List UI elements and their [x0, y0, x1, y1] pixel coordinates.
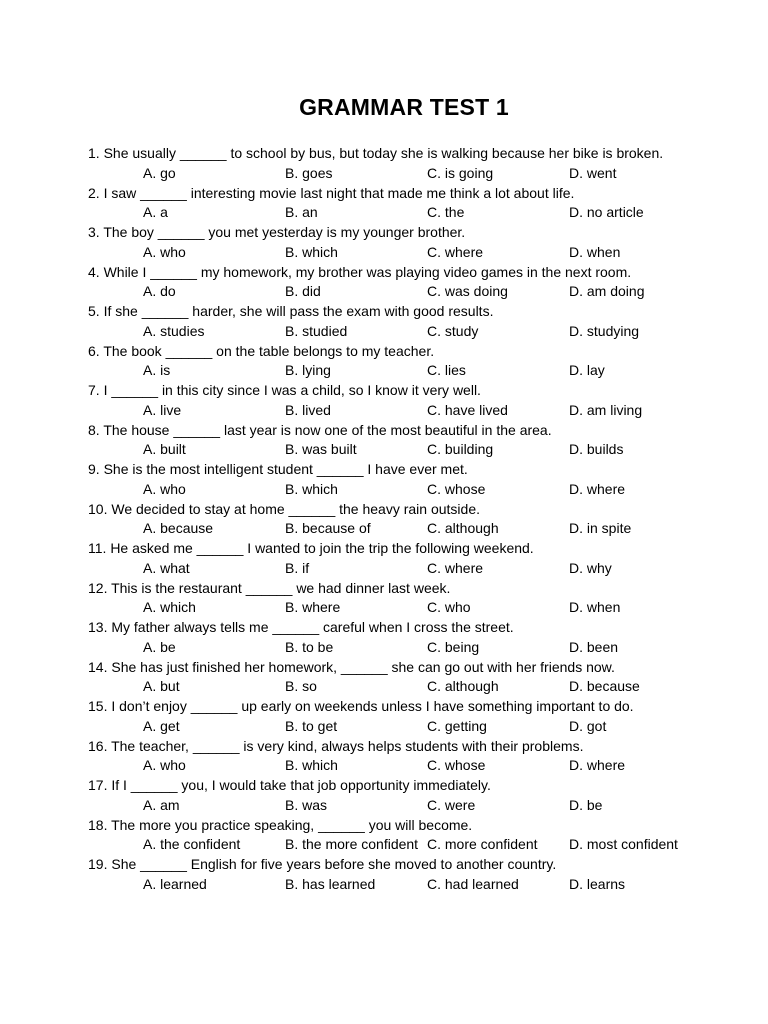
- question-item: [88, 579, 748, 619]
- answer-options: [88, 638, 748, 658]
- answer-option-d: D. am doing: [569, 283, 645, 300]
- answer-option-b: B. because of: [285, 520, 371, 537]
- answer-options: [88, 322, 748, 342]
- answer-options: [88, 559, 748, 579]
- answer-option-c: C. the: [427, 204, 465, 221]
- answer-option-a: A. built: [143, 441, 186, 458]
- answer-option-b: B. which: [285, 757, 338, 774]
- answer-option-a: A. learned: [143, 875, 207, 892]
- answer-option-d: D. went: [569, 164, 617, 181]
- question-stem: 19. She ______ English for five years before she moved to another country.: [88, 856, 557, 872]
- answer-options: [88, 835, 748, 855]
- answer-option-c: C. although: [427, 678, 499, 695]
- answer-option-a: A. the confident: [143, 836, 241, 853]
- question-stem: 7. I ______ in this city since I was a child, so I know it very well.: [88, 382, 481, 398]
- question-stem: 9. She is the most intelligent student ______ I have ever met.: [88, 461, 468, 477]
- answer-option-d: D. because: [569, 678, 640, 695]
- question-stem: 10. We decided to stay at home ______ the heavy rain outside.: [88, 500, 480, 517]
- answer-option-c: C. whose: [427, 480, 486, 497]
- question-stem: 5. If she ______ harder, she will pass the exam with good results.: [88, 303, 494, 319]
- answer-option-d: D. where: [569, 480, 626, 497]
- answer-option-d: D. in spite: [569, 520, 632, 537]
- answer-options: [88, 480, 748, 500]
- answer-option-a: A. am: [143, 796, 180, 813]
- answer-option-d: D. builds: [569, 441, 624, 458]
- answer-option-a: A. because: [143, 520, 214, 537]
- question-stem: 4. While I ______ my homework, my brother was playing video games in the next room.: [88, 263, 632, 280]
- answer-options: [88, 519, 748, 539]
- answer-option-a: A. is: [143, 362, 171, 379]
- answer-option-a: A. who: [143, 480, 186, 497]
- question-item: [88, 421, 748, 461]
- answer-option-b: B. was built: [285, 441, 357, 458]
- question-item: [88, 816, 748, 856]
- question-item: [88, 263, 748, 303]
- answer-option-b: B. has learned: [285, 875, 376, 892]
- answer-option-a: A. do: [143, 283, 176, 300]
- answer-option-d: D. when: [569, 599, 621, 616]
- answer-option-c: C. being: [427, 638, 480, 655]
- question-item: [88, 658, 748, 698]
- question-item: [88, 144, 748, 184]
- answer-option-d: D. where: [569, 757, 626, 774]
- answer-options: [88, 164, 748, 184]
- answer-option-d: D. studying: [569, 322, 640, 339]
- answer-option-a: A. studies: [143, 322, 205, 339]
- answer-option-c: C. more confident: [427, 836, 538, 853]
- question-item: [88, 737, 748, 777]
- answer-option-a: A. but: [143, 678, 180, 695]
- question-stem: 13. My father always tells me ______ careful when I cross the street.: [88, 619, 514, 635]
- answer-option-b: B. studied: [285, 322, 348, 339]
- answer-option-c: C. where: [427, 559, 484, 576]
- answer-option-b: B. was: [285, 796, 328, 813]
- answer-option-b: B. if: [285, 559, 310, 576]
- question-item: [88, 697, 748, 737]
- answer-option-b: B. did: [285, 283, 321, 300]
- answer-option-b: B. goes: [285, 164, 333, 181]
- answer-option-c: C. were: [427, 796, 476, 813]
- answer-option-b: B. to get: [285, 717, 338, 734]
- answer-option-b: B. the more confident: [285, 836, 419, 853]
- answer-option-c: C. building: [427, 441, 494, 458]
- answer-option-a: A. which: [143, 599, 196, 616]
- answer-option-b: B. so: [285, 678, 317, 695]
- question-item: [88, 223, 748, 263]
- answer-option-b: B. lived: [285, 401, 331, 418]
- answer-options: [88, 243, 748, 263]
- answer-option-d: D. lay: [569, 362, 605, 379]
- answer-option-d: D. learns: [569, 875, 626, 892]
- question-item: [88, 776, 748, 816]
- answer-option-a: A. who: [143, 757, 186, 774]
- question-stem: 2. I saw ______ interesting movie last night that made me think a lot about life.: [88, 184, 575, 201]
- answer-option-a: A. a: [143, 204, 168, 221]
- answer-option-c: C. is going: [427, 164, 494, 181]
- answer-option-a: A. who: [143, 243, 186, 260]
- question-item: [88, 500, 748, 540]
- answer-option-a: A. be: [143, 638, 176, 655]
- question-stem: 15. I don’t enjoy ______ up early on weekends unless I have something important to do.: [88, 698, 634, 714]
- answer-options: [88, 440, 748, 460]
- question-item: [88, 184, 748, 224]
- answer-option-c: C. whose: [427, 757, 486, 774]
- answer-options: [88, 203, 748, 223]
- answer-option-d: D. been: [569, 638, 619, 655]
- answer-option-b: B. to be: [285, 638, 334, 655]
- question-stem: 3. The boy ______ you met yesterday is my younger brother.: [88, 224, 466, 240]
- answer-option-b: B. where: [285, 599, 341, 616]
- answer-options: [88, 282, 748, 302]
- question-item: [88, 539, 748, 579]
- answer-option-b: B. an: [285, 204, 318, 221]
- answer-options: [88, 796, 748, 816]
- answer-option-d: D. no article: [569, 204, 644, 221]
- answer-option-c: C. study: [427, 322, 479, 339]
- answer-option-c: C. have lived: [427, 401, 508, 418]
- question-item: [88, 342, 748, 382]
- question-item: [88, 855, 748, 895]
- question-stem: 18. The more you practice speaking, ______ you will become.: [88, 816, 473, 833]
- answer-option-c: C. had learned: [427, 875, 519, 892]
- answer-option-b: B. which: [285, 243, 338, 260]
- answer-option-c: C. lies: [427, 362, 466, 379]
- question-stem: 8. The house ______ last year is now one of the most beautiful in the area.: [88, 421, 552, 438]
- question-stem: 12. This is the restaurant ______ we had dinner last week.: [88, 579, 451, 596]
- answer-options: [88, 875, 748, 895]
- answer-option-d: D. am living: [569, 401, 643, 418]
- question-stem: 11. He asked me ______ I wanted to join the trip the following weekend.: [88, 540, 534, 556]
- answer-options: [88, 677, 748, 697]
- answer-options: [88, 401, 748, 421]
- question-stem: 6. The book ______ on the table belongs to my teacher.: [88, 342, 435, 359]
- question-list: [88, 144, 748, 895]
- answer-option-d: D. why: [569, 559, 612, 576]
- answer-option-a: A. get: [143, 717, 180, 734]
- answer-option-a: A. live: [143, 401, 182, 418]
- question-item: [88, 381, 748, 421]
- question-stem: 14. She has just finished her homework, ______ she can go out with her friends now.: [88, 658, 615, 675]
- answer-option-c: C. getting: [427, 717, 487, 734]
- answer-option-d: D. most confident: [569, 836, 678, 853]
- question-stem: 17. If I ______ you, I would take that job opportunity immediately.: [88, 777, 491, 793]
- answer-option-d: D. got: [569, 717, 607, 734]
- question-item: [88, 618, 748, 658]
- page-title: GRAMMAR TEST 1: [299, 94, 509, 120]
- question-item: [88, 460, 748, 500]
- question-stem: 1. She usually ______ to school by bus, but today she is walking because her bike is broken.: [88, 145, 664, 161]
- answer-option-c: C. was doing: [427, 283, 508, 300]
- question-item: [88, 302, 748, 342]
- answer-options: [88, 598, 748, 618]
- answer-option-d: D. when: [569, 243, 621, 260]
- answer-options: [88, 717, 748, 737]
- answer-option-a: A. go: [143, 164, 176, 181]
- answer-option-d: D. be: [569, 796, 603, 813]
- answer-option-c: C. where: [427, 243, 484, 260]
- answer-options: [88, 361, 748, 381]
- answer-option-a: A. what: [143, 559, 190, 576]
- answer-option-b: B. lying: [285, 362, 331, 379]
- answer-options: [88, 756, 748, 776]
- answer-option-b: B. which: [285, 480, 338, 497]
- question-stem: 16. The teacher, ______ is very kind, always helps students with their problems.: [88, 737, 584, 754]
- answer-option-c: C. who: [427, 599, 471, 616]
- answer-option-c: C. although: [427, 520, 499, 537]
